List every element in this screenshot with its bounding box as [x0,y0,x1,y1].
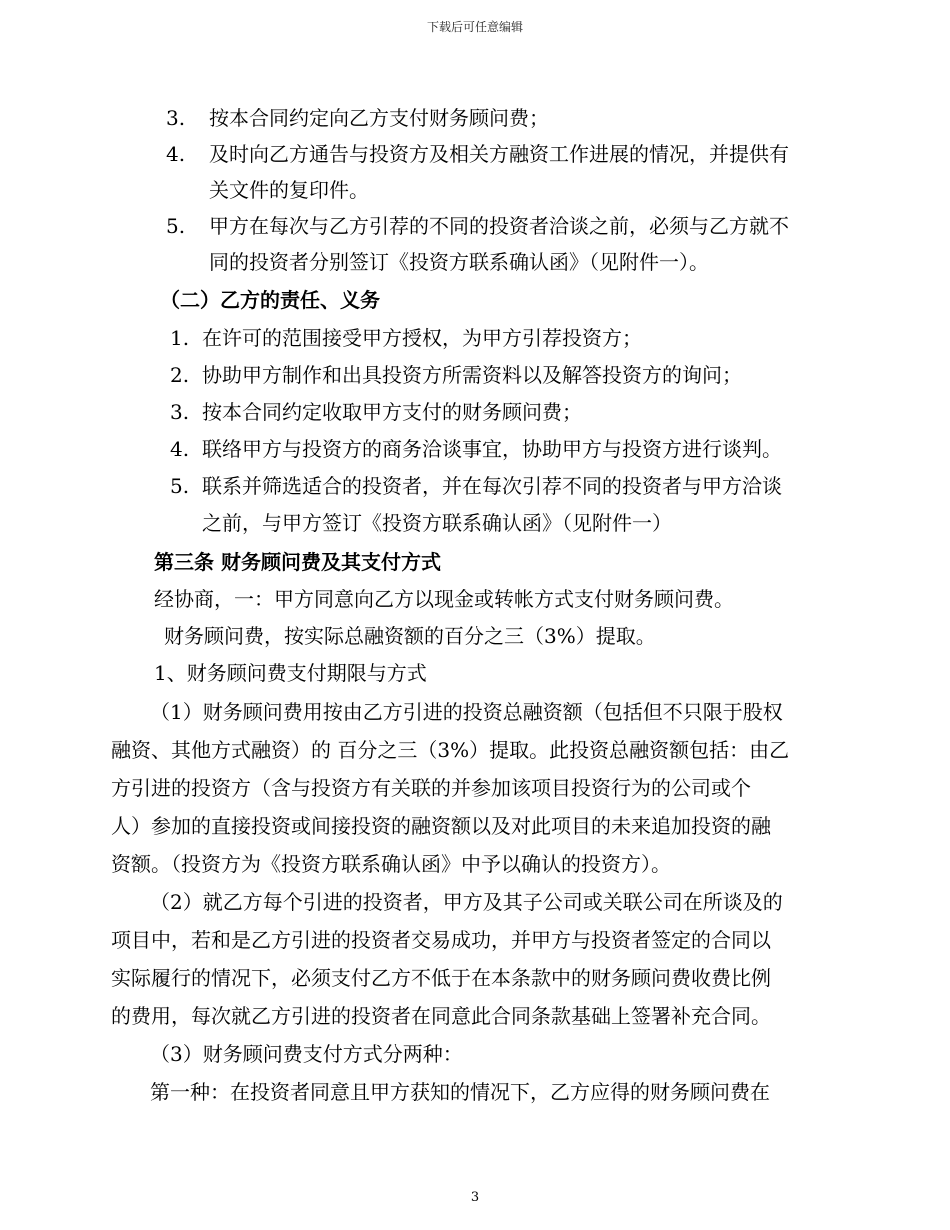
paragraph-line: 实际履行的情况下，必须支付乙方不低于在本条款中的财务顾问费收费比例 [111,966,771,990]
list-item [166,136,789,172]
item-text: 及时向乙方通告与投资方及相关方融资工作进展的情况，并提供有 [209,142,789,166]
page-number: 3 [470,1190,480,1205]
list-item [170,357,742,393]
paragraph: （3）财务顾问费支付方式分两种： [150,1042,463,1066]
item-text: 按本合同约定向乙方支付财务顾问费； [209,106,549,130]
paragraph-line: 项目中，若和是乙方引进的投资者交易成功，并甲方与投资者签定的合同以 [111,928,771,952]
article-heading: 第三条 财务顾问费及其支付方式 [154,550,441,574]
item-text: 按本合同约定收取甲方支付的财务顾问费； [202,400,582,424]
item-number: 1. [170,326,190,350]
paragraph: 第一种：在投资者同意且甲方获知的情况下，乙方应得的财务顾问费在 [150,1080,770,1104]
paragraph-line: （2）就乙方每个引进的投资者，甲方及其子公司或关联公司在所谈及的 [150,890,783,914]
page-header: 下载后可任意编辑 [426,20,523,34]
list-item [170,431,782,467]
item-number: 5. [170,474,190,498]
list-item [166,100,549,136]
item-text: 甲方在每次与乙方引荐的不同的投资者洽谈之前，必须与乙方就不 [209,214,789,238]
paragraph-line: 人）参加的直接投资或间接投资的融资额以及对此项目的未来追加投资的融 [111,814,771,838]
paragraph: 1、财务顾问费支付期限与方式 [154,661,427,685]
paragraph: 经协商，一：甲方同意向乙方以现金或转帐方式支付财务顾问费。 [154,587,734,611]
item-continuation: 关文件的复印件。 [209,178,369,202]
paragraph: 财务顾问费，按实际总融资额的百分之三（3%）提取。 [164,624,656,648]
item-continuation: 之前，与甲方签订《投资方联系确认函》（见附件一） [202,511,672,535]
item-number: 3. [170,400,190,424]
item-text: 协助甲方制作和出具投资方所需资料以及解答投资方的询问； [202,363,742,387]
list-item [170,394,582,430]
item-text: 在许可的范围接受甲方授权，为甲方引荐投资方； [202,326,642,350]
section-heading: （二）乙方的责任、义务 [160,288,380,312]
item-number: 5. [166,214,186,238]
item-number: 4. [170,437,190,461]
paragraph-line: 资额。（投资方为《投资方联系确认函》中予以确认的投资方）。 [111,852,671,876]
item-number: 2. [170,363,190,387]
paragraph-line: 方引进的投资方（含与投资方有关联的并参加该项目投资行为的公司或个 [111,776,751,800]
list-item [170,320,642,356]
item-continuation: 同的投资者分别签订《投资方联系确认函》（见附件一）。 [209,250,709,274]
item-text: 联系并筛选适合的投资者，并在每次引荐不同的投资者与甲方洽谈 [202,474,782,498]
paragraph-line: 的费用，每次就乙方引进的投资者在同意此合同条款基础上签署补充合同。 [111,1004,771,1028]
item-text: 联络甲方与投资方的商务洽谈事宜，协助甲方与投资方进行谈判。 [202,437,782,461]
paragraph-line: （1）财务顾问费用按由乙方引进的投资总融资额（包括但不只限于股权 [150,700,783,724]
list-item [170,468,782,504]
item-number: 4. [166,142,186,166]
item-number: 3. [166,106,186,130]
list-item [166,208,789,244]
paragraph-line: 融资、其他方式融资）的 百分之三（3%）提取。此投资总融资额包括：由乙 [111,738,790,762]
